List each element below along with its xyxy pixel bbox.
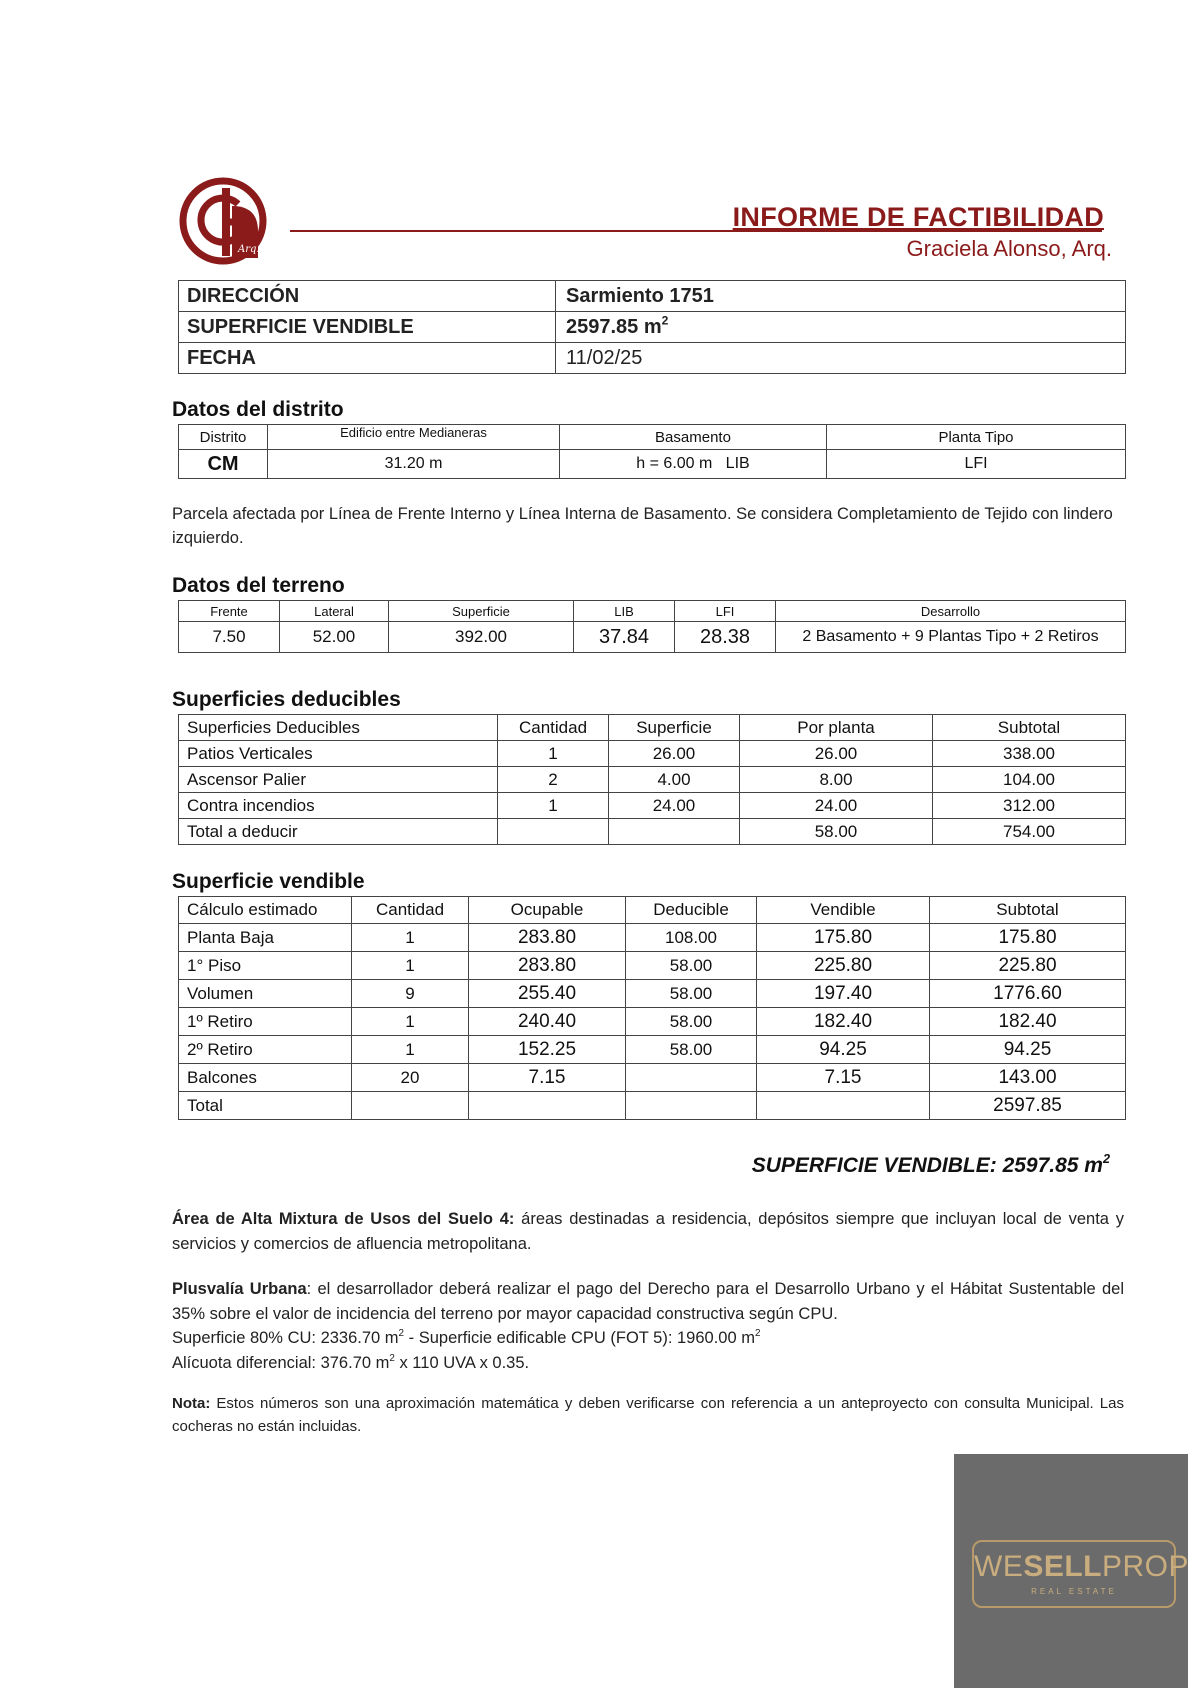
sellable-occupiable: 240.40	[469, 1008, 626, 1036]
sellable-qty: 1	[352, 952, 469, 980]
sellable-sellable: 182.40	[757, 1008, 930, 1036]
zone-text: áreas destinadas a residencia, depósitos siempre que incluyan local de venta y servicios y comercios de afluencia metropolitana.	[172, 1210, 1124, 1253]
table-row	[179, 980, 1126, 1008]
deductions-header: Superficies Deducibles	[179, 715, 498, 741]
property-info-table	[178, 280, 1126, 374]
sellable-subtotal: 1776.60	[930, 980, 1126, 1008]
sellable-deductible: 58.00	[626, 1036, 757, 1064]
deduction-subtotal: 754.00	[933, 819, 1126, 845]
sellable-deductible: 58.00	[626, 980, 757, 1008]
plusvalia-line2a: Superficie 80% CU: 2336.70 m	[172, 1329, 399, 1347]
sellable-subtotal: 2597.85	[930, 1092, 1126, 1120]
sellable-header: Ocupable	[469, 897, 626, 924]
table-row	[179, 767, 1126, 793]
info-row-address	[179, 281, 1126, 312]
deduction-qty: 2	[498, 767, 609, 793]
table-row	[179, 1064, 1126, 1092]
terrain-header: LIB	[574, 601, 675, 622]
deduction-name: Contra incendios	[179, 793, 498, 819]
terrain-table	[178, 600, 1126, 653]
sellable-header: Cantidad	[352, 897, 469, 924]
district-value-row	[179, 450, 1126, 479]
terrain-value: 52.00	[280, 622, 389, 653]
table-row	[179, 1092, 1126, 1120]
deduction-area: 26.00	[609, 741, 740, 767]
table-row	[179, 793, 1126, 819]
watermark-brand-a: WE	[974, 1550, 1024, 1583]
table-row	[179, 819, 1126, 845]
district-header-row	[179, 425, 1126, 450]
sellable-occupiable: 7.15	[469, 1064, 626, 1092]
zone-paragraph	[172, 1207, 1124, 1256]
info-value: Sarmiento 1751	[556, 281, 1126, 312]
info-label: FECHA	[179, 343, 556, 374]
sellable-subtotal: 225.80	[930, 952, 1126, 980]
district-value: LFI	[827, 450, 1126, 479]
plusvalia-text: : el desarrollador deberá realizar el pago del Derecho para el Desarrollo Urbano y el Hábitat Sustentable del 35% sobre el valor de incidencia del terreno por mayor capacidad constructiva según CPU.	[172, 1280, 1124, 1323]
parcel-note: Parcela afectada por Línea de Frente Interno y Línea Interna de Basamento. Se considera Completamiento de Tejido con lindero izquierdo.	[172, 505, 1113, 547]
note-label: Nota:	[172, 1395, 211, 1412]
terrain-value-row	[179, 622, 1126, 653]
report-title: INFORME DE FACTIBILIDAD	[732, 202, 1104, 232]
deductions-header: Subtotal	[933, 715, 1126, 741]
watermark-brand-b: SELL	[1023, 1550, 1102, 1583]
sellable-sellable: 225.80	[757, 952, 930, 980]
deductions-section-title: Superficies deducibles	[172, 688, 401, 711]
deduction-subtotal: 338.00	[933, 741, 1126, 767]
terrain-header: Desarrollo	[776, 601, 1126, 622]
plusvalia-sup: 2	[398, 1328, 405, 1340]
sellable-header: Deducible	[626, 897, 757, 924]
terrain-value: 392.00	[389, 622, 574, 653]
sellable-summary-sup: 2	[1102, 1152, 1110, 1167]
plusvalia-sup: 2	[389, 1352, 395, 1364]
deductions-header: Cantidad	[498, 715, 609, 741]
table-row	[179, 1036, 1126, 1064]
district-value: 31.20 m	[268, 450, 560, 479]
info-label: SUPERFICIE VENDIBLE	[179, 312, 556, 343]
logo-signature: Arq.	[238, 244, 260, 255]
sellable-qty: 20	[352, 1064, 469, 1092]
terrain-value: 28.38	[675, 622, 776, 653]
deduction-name: Total a deducir	[179, 819, 498, 845]
sellable-qty	[352, 1092, 469, 1120]
sellable-sellable: 197.40	[757, 980, 930, 1008]
info-row-area	[179, 312, 1126, 343]
info-value: 11/02/25	[556, 343, 1126, 374]
note-paragraph	[172, 1392, 1124, 1438]
info-value-sup: 2	[661, 313, 669, 328]
deduction-per-floor: 26.00	[740, 741, 933, 767]
watermark-logo	[972, 1540, 1190, 1608]
plusvalia-paragraph	[172, 1277, 1124, 1375]
deduction-per-floor: 8.00	[740, 767, 933, 793]
sellable-sellable: 94.25	[757, 1036, 930, 1064]
sellable-occupiable: 283.80	[469, 924, 626, 952]
sellable-occupiable	[469, 1092, 626, 1120]
deduction-subtotal: 104.00	[933, 767, 1126, 793]
plusvalia-line3b: x 110 UVA x 0.35.	[394, 1353, 530, 1372]
district-table	[178, 424, 1126, 479]
table-row	[179, 741, 1126, 767]
sellable-item: Volumen	[179, 980, 352, 1008]
deductions-header: Por planta	[740, 715, 933, 741]
sellable-item: Total	[179, 1092, 352, 1120]
info-label: DIRECCIÓN	[179, 281, 556, 312]
table-row	[179, 924, 1126, 952]
sellable-header: Cálculo estimado	[179, 897, 352, 924]
plusvalia-label: Plusvalía Urbana	[172, 1280, 307, 1298]
report-author: Graciela Alonso, Arq.	[906, 236, 1112, 261]
deduction-name: Patios Verticales	[179, 741, 498, 767]
plusvalia-line2b: - Superficie edificable CPU (FOT 5): 1960.00 m	[404, 1329, 755, 1347]
terrain-value: 37.84	[574, 622, 675, 653]
architect-logo	[178, 176, 268, 266]
deduction-per-floor: 58.00	[740, 819, 933, 845]
sellable-occupiable: 152.25	[469, 1036, 626, 1064]
deduction-subtotal: 312.00	[933, 793, 1126, 819]
sellable-subtotal: 94.25	[930, 1036, 1126, 1064]
terrain-value: 2 Basamento + 9 Plantas Tipo + 2 Retiros	[776, 622, 1126, 653]
sellable-table	[178, 896, 1126, 1120]
sellable-section-title: Superficie vendible	[172, 870, 365, 893]
deduction-name: Ascensor Palier	[179, 767, 498, 793]
sellable-deductible	[626, 1064, 757, 1092]
deduction-area: 4.00	[609, 767, 740, 793]
watermark-brand	[974, 1550, 1190, 1584]
table-row	[179, 952, 1126, 980]
zone-label: Área de Alta Mixtura de Usos del Suelo 4:	[172, 1210, 515, 1228]
sellable-sellable: 7.15	[757, 1064, 930, 1092]
deduction-area: 24.00	[609, 793, 740, 819]
terrain-header: Lateral	[280, 601, 389, 622]
sellable-item: 2º Retiro	[179, 1036, 352, 1064]
deduction-qty	[498, 819, 609, 845]
sellable-item: Balcones	[179, 1064, 352, 1092]
sellable-item: 1° Piso	[179, 952, 352, 980]
sellable-summary-text: SUPERFICIE VENDIBLE: 2597.85 m	[751, 1154, 1103, 1177]
sellable-subtotal: 182.40	[930, 1008, 1126, 1036]
watermark-brand-c: PROP	[1102, 1550, 1190, 1583]
deduction-qty: 1	[498, 793, 609, 819]
deduction-qty: 1	[498, 741, 609, 767]
sellable-deductible	[626, 1092, 757, 1120]
sellable-subtotal: 143.00	[930, 1064, 1126, 1092]
info-value	[556, 312, 1126, 343]
sellable-qty: 1	[352, 1036, 469, 1064]
district-header: Basamento	[560, 425, 827, 450]
sellable-item: Planta Baja	[179, 924, 352, 952]
info-value-text: 2597.85 m	[566, 315, 662, 338]
table-row	[179, 1008, 1126, 1036]
sellable-occupiable: 283.80	[469, 952, 626, 980]
sellable-occupiable: 255.40	[469, 980, 626, 1008]
info-row-date	[179, 343, 1126, 374]
deduction-per-floor: 24.00	[740, 793, 933, 819]
district-value: CM	[179, 450, 268, 479]
sellable-deductible: 58.00	[626, 952, 757, 980]
terrain-header: Frente	[179, 601, 280, 622]
terrain-value: 7.50	[179, 622, 280, 653]
deductions-header: Superficie	[609, 715, 740, 741]
plusvalia-sup: 2	[754, 1328, 761, 1340]
sellable-qty: 1	[352, 1008, 469, 1036]
sellable-header: Vendible	[757, 897, 930, 924]
sellable-header: Subtotal	[930, 897, 1126, 924]
district-section-title: Datos del distrito	[172, 398, 344, 421]
deductions-table	[178, 714, 1126, 845]
sellable-header-row	[179, 897, 1126, 924]
sellable-sellable	[757, 1092, 930, 1120]
district-header: Distrito	[179, 425, 268, 450]
deduction-area	[609, 819, 740, 845]
sellable-subtotal: 175.80	[930, 924, 1126, 952]
sellable-deductible: 58.00	[626, 1008, 757, 1036]
sellable-sellable: 175.80	[757, 924, 930, 952]
sellable-item: 1º Retiro	[179, 1008, 352, 1036]
district-header: Edificio entre Medianeras	[268, 425, 560, 450]
district-header: Planta Tipo	[827, 425, 1126, 450]
deductions-header-row	[179, 715, 1126, 741]
terrain-section-title: Datos del terreno	[172, 574, 345, 597]
note-text: Estos números son una aproximación matemática y deben verificarse con referencia a un anteproyecto con consulta Municipal. Las cocheras no están incluidas.	[172, 1395, 1124, 1435]
terrain-header: Superficie	[389, 601, 574, 622]
terrain-header-row	[179, 601, 1126, 622]
watermark-subtitle: REAL ESTATE	[1031, 1587, 1117, 1596]
district-value: h = 6.00 m LIB	[560, 450, 827, 479]
sellable-summary	[752, 1154, 1110, 1178]
sellable-qty: 9	[352, 980, 469, 1008]
sellable-deductible: 108.00	[626, 924, 757, 952]
terrain-header: LFI	[675, 601, 776, 622]
plusvalia-line3a: Alícuota diferencial: 376.70 m	[172, 1353, 390, 1372]
sellable-qty: 1	[352, 924, 469, 952]
